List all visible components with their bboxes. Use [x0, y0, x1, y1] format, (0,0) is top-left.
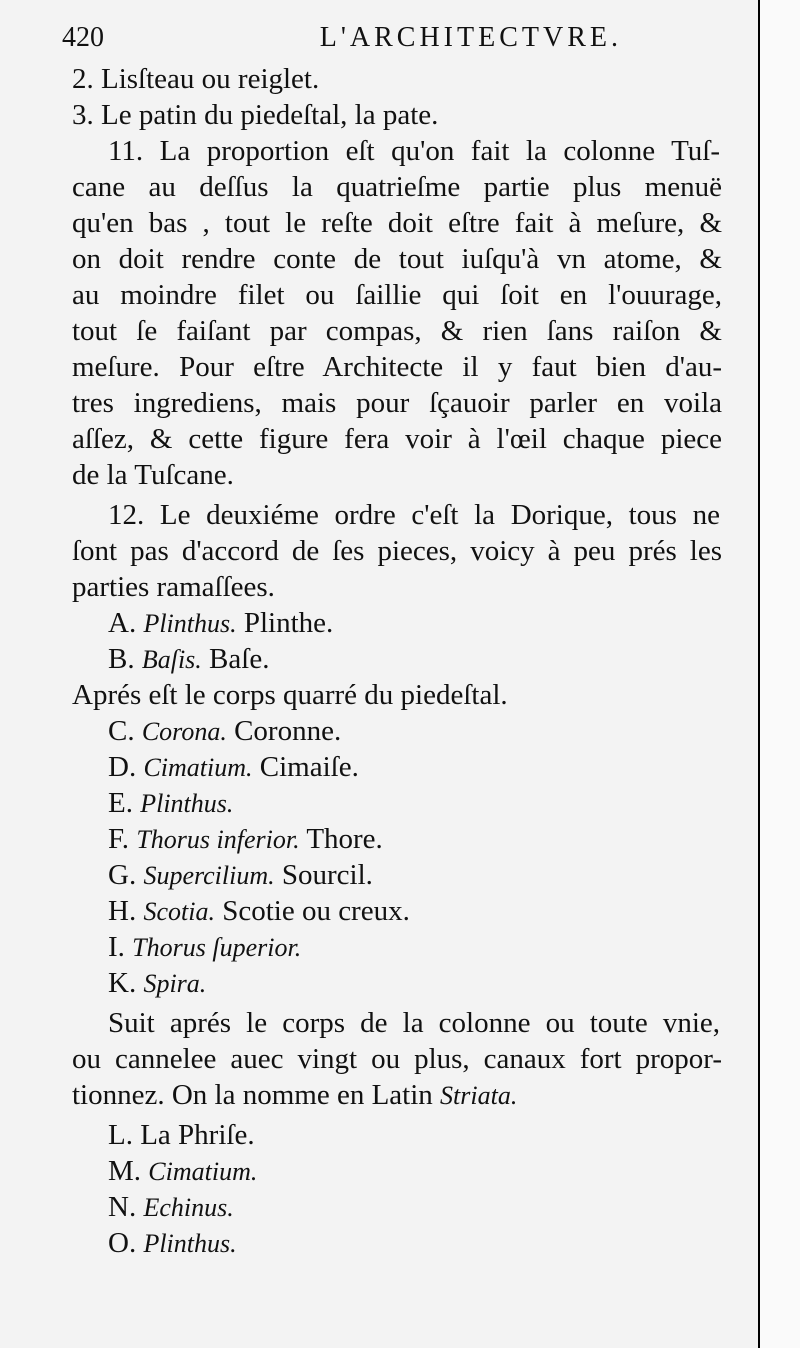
list-item: A. Plinthus. Plinthe. — [108, 607, 334, 639]
text-line: 3. Le patin du piedeſtal, la pate. — [72, 99, 439, 131]
running-title: L'ARCHITECTVRE. — [319, 22, 622, 53]
list-item: B. Baſis. Baſe. — [108, 643, 270, 675]
text-line: ou cannelee auec vingt ou plus, canaux fort propor- — [72, 1043, 722, 1075]
page-edge — [760, 0, 800, 1348]
list-item: N. Echinus. — [108, 1191, 234, 1223]
text-line: 12. Le deuxiéme ordre c'eſt la Dorique, tous ne — [108, 499, 720, 531]
list-item: C. Corona. Coronne. — [108, 715, 342, 747]
text-line: ſont pas d'accord de ſes pieces, voicy à peu prés les — [72, 535, 722, 567]
text-line: cane au deſſus la quatrieſme partie plus menuë — [72, 171, 722, 203]
list-item: F. Thorus inferior. Thore. — [108, 823, 383, 855]
text-line: parties ramaſſees. — [72, 571, 275, 603]
list-item: E. Plinthus. — [108, 787, 234, 819]
text-line: meſure. Pour eſtre Architecte il y faut bien d'au- — [72, 351, 722, 383]
text-line: qu'en bas , tout le reſte doit eſtre fait à meſure, & — [72, 207, 722, 239]
text-line: aſſez, & cette figure fera voir à l'œil chaque piece — [72, 423, 722, 455]
latin-term: Striata. — [440, 1081, 518, 1110]
text-line: de la Tuſcane. — [72, 459, 234, 491]
text-line: Aprés eſt le corps quarré du piedeſtal. — [72, 679, 508, 711]
list-item: L. La Phriſe. — [108, 1119, 255, 1151]
text-line: Suit aprés le corps de la colonne ou toute vnie, — [108, 1007, 720, 1039]
list-item: M. Cimatium. — [108, 1155, 258, 1187]
list-item: K. Spira. — [108, 967, 207, 999]
text-line: tionnez. On la nomme en Latin Striata. — [72, 1079, 518, 1111]
text-line: on doit rendre conte de tout iuſqu'à vn atome, & — [72, 243, 722, 275]
list-item: G. Supercilium. Sourcil. — [108, 859, 373, 891]
text-line: tout ſe faiſant par compas, & rien ſans raiſon & — [72, 315, 722, 347]
list-item: H. Scotia. Scotie ou creux. — [108, 895, 410, 927]
running-head — [62, 22, 622, 54]
list-item: O. Plinthus. — [108, 1227, 237, 1259]
text-line: 2. Lisſteau ou reiglet. — [72, 63, 320, 95]
list-item: D. Cimatium. Cimaiſe. — [108, 751, 359, 783]
page-number: 420 — [62, 22, 104, 53]
text-line: au moindre filet ou ſaillie qui ſoit en l'ouurage, — [72, 279, 722, 311]
text-line: 11. La proportion eſt qu'on fait la colonne Tuſ- — [108, 135, 720, 167]
list-item: I. Thorus ſuperior. — [108, 931, 302, 963]
text-line: tres ingrediens, mais pour ſçauoir parler en voila — [72, 387, 722, 419]
